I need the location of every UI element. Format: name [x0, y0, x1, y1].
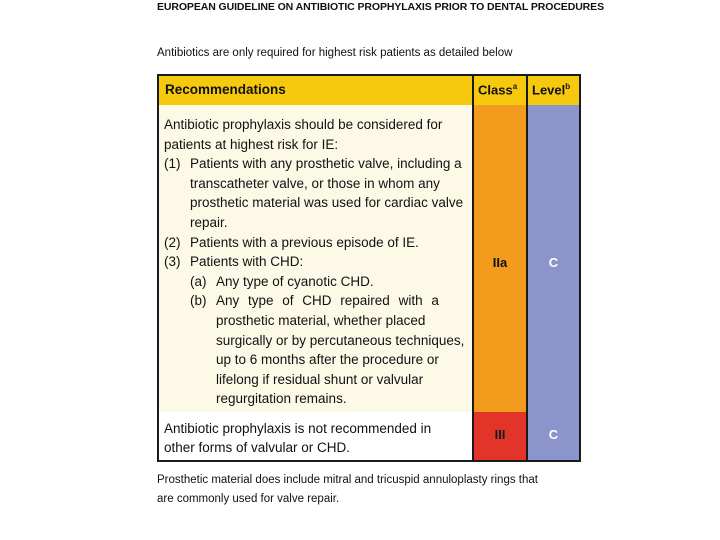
class-cell-iia: [474, 105, 528, 412]
table-row: [159, 412, 579, 460]
level-cell: [528, 412, 579, 460]
header-level: Level$^b$: [528, 76, 579, 105]
recommendation-cell: [159, 105, 474, 412]
table-row: [159, 105, 579, 414]
class-value: III: [494, 427, 506, 442]
recommendation-text: Antibiotic prophylaxis should be considered for patients at highest risk for IE: (1) Patients with any prosthetic valve, including a transcatheter valve, or those in whom any prosthetic material was used for cardiac valve repair. (2) Patients with a previous episode of IE. (3) Patients with CHD: (a) Any type of cyanotic CHD. (b) Any type of CHD repaired with a prosthetic material, whether placed surgically or by percutaneous techniques, up to 6 months after the procedure or lifelong if residual shunt or valvular regurgitation remains.: [164, 117, 465, 407]
class-value: IIa: [492, 255, 508, 270]
class-cell-iii: [474, 412, 528, 460]
level-value: C: [548, 255, 559, 270]
recommendation-text: Antibiotic prophylaxis is not recommended in other forms of valvular or CHD.: [164, 421, 432, 455]
recommendations-table: [157, 74, 581, 462]
document-title: EUROPEAN GUIDELINE ON ANTIBIOTIC PROPHYLAXIS PRIOR TO DENTAL PROCEDURES: [157, 1, 604, 13]
level-cell: [528, 105, 579, 412]
intro-text: Antibiotics are only required for highest risk patients as detailed below: [157, 47, 513, 59]
header-class: Class$^a$: [474, 76, 528, 105]
footnote-text: Prosthetic material does include mitral and tricuspid annuloplasty rings that are commonly used for valve repair.: [157, 474, 538, 505]
recommendation-cell: [159, 412, 474, 460]
table-header-row: [159, 76, 579, 107]
level-value: C: [548, 427, 559, 442]
header-recommendations: Recommendations: [159, 76, 474, 105]
